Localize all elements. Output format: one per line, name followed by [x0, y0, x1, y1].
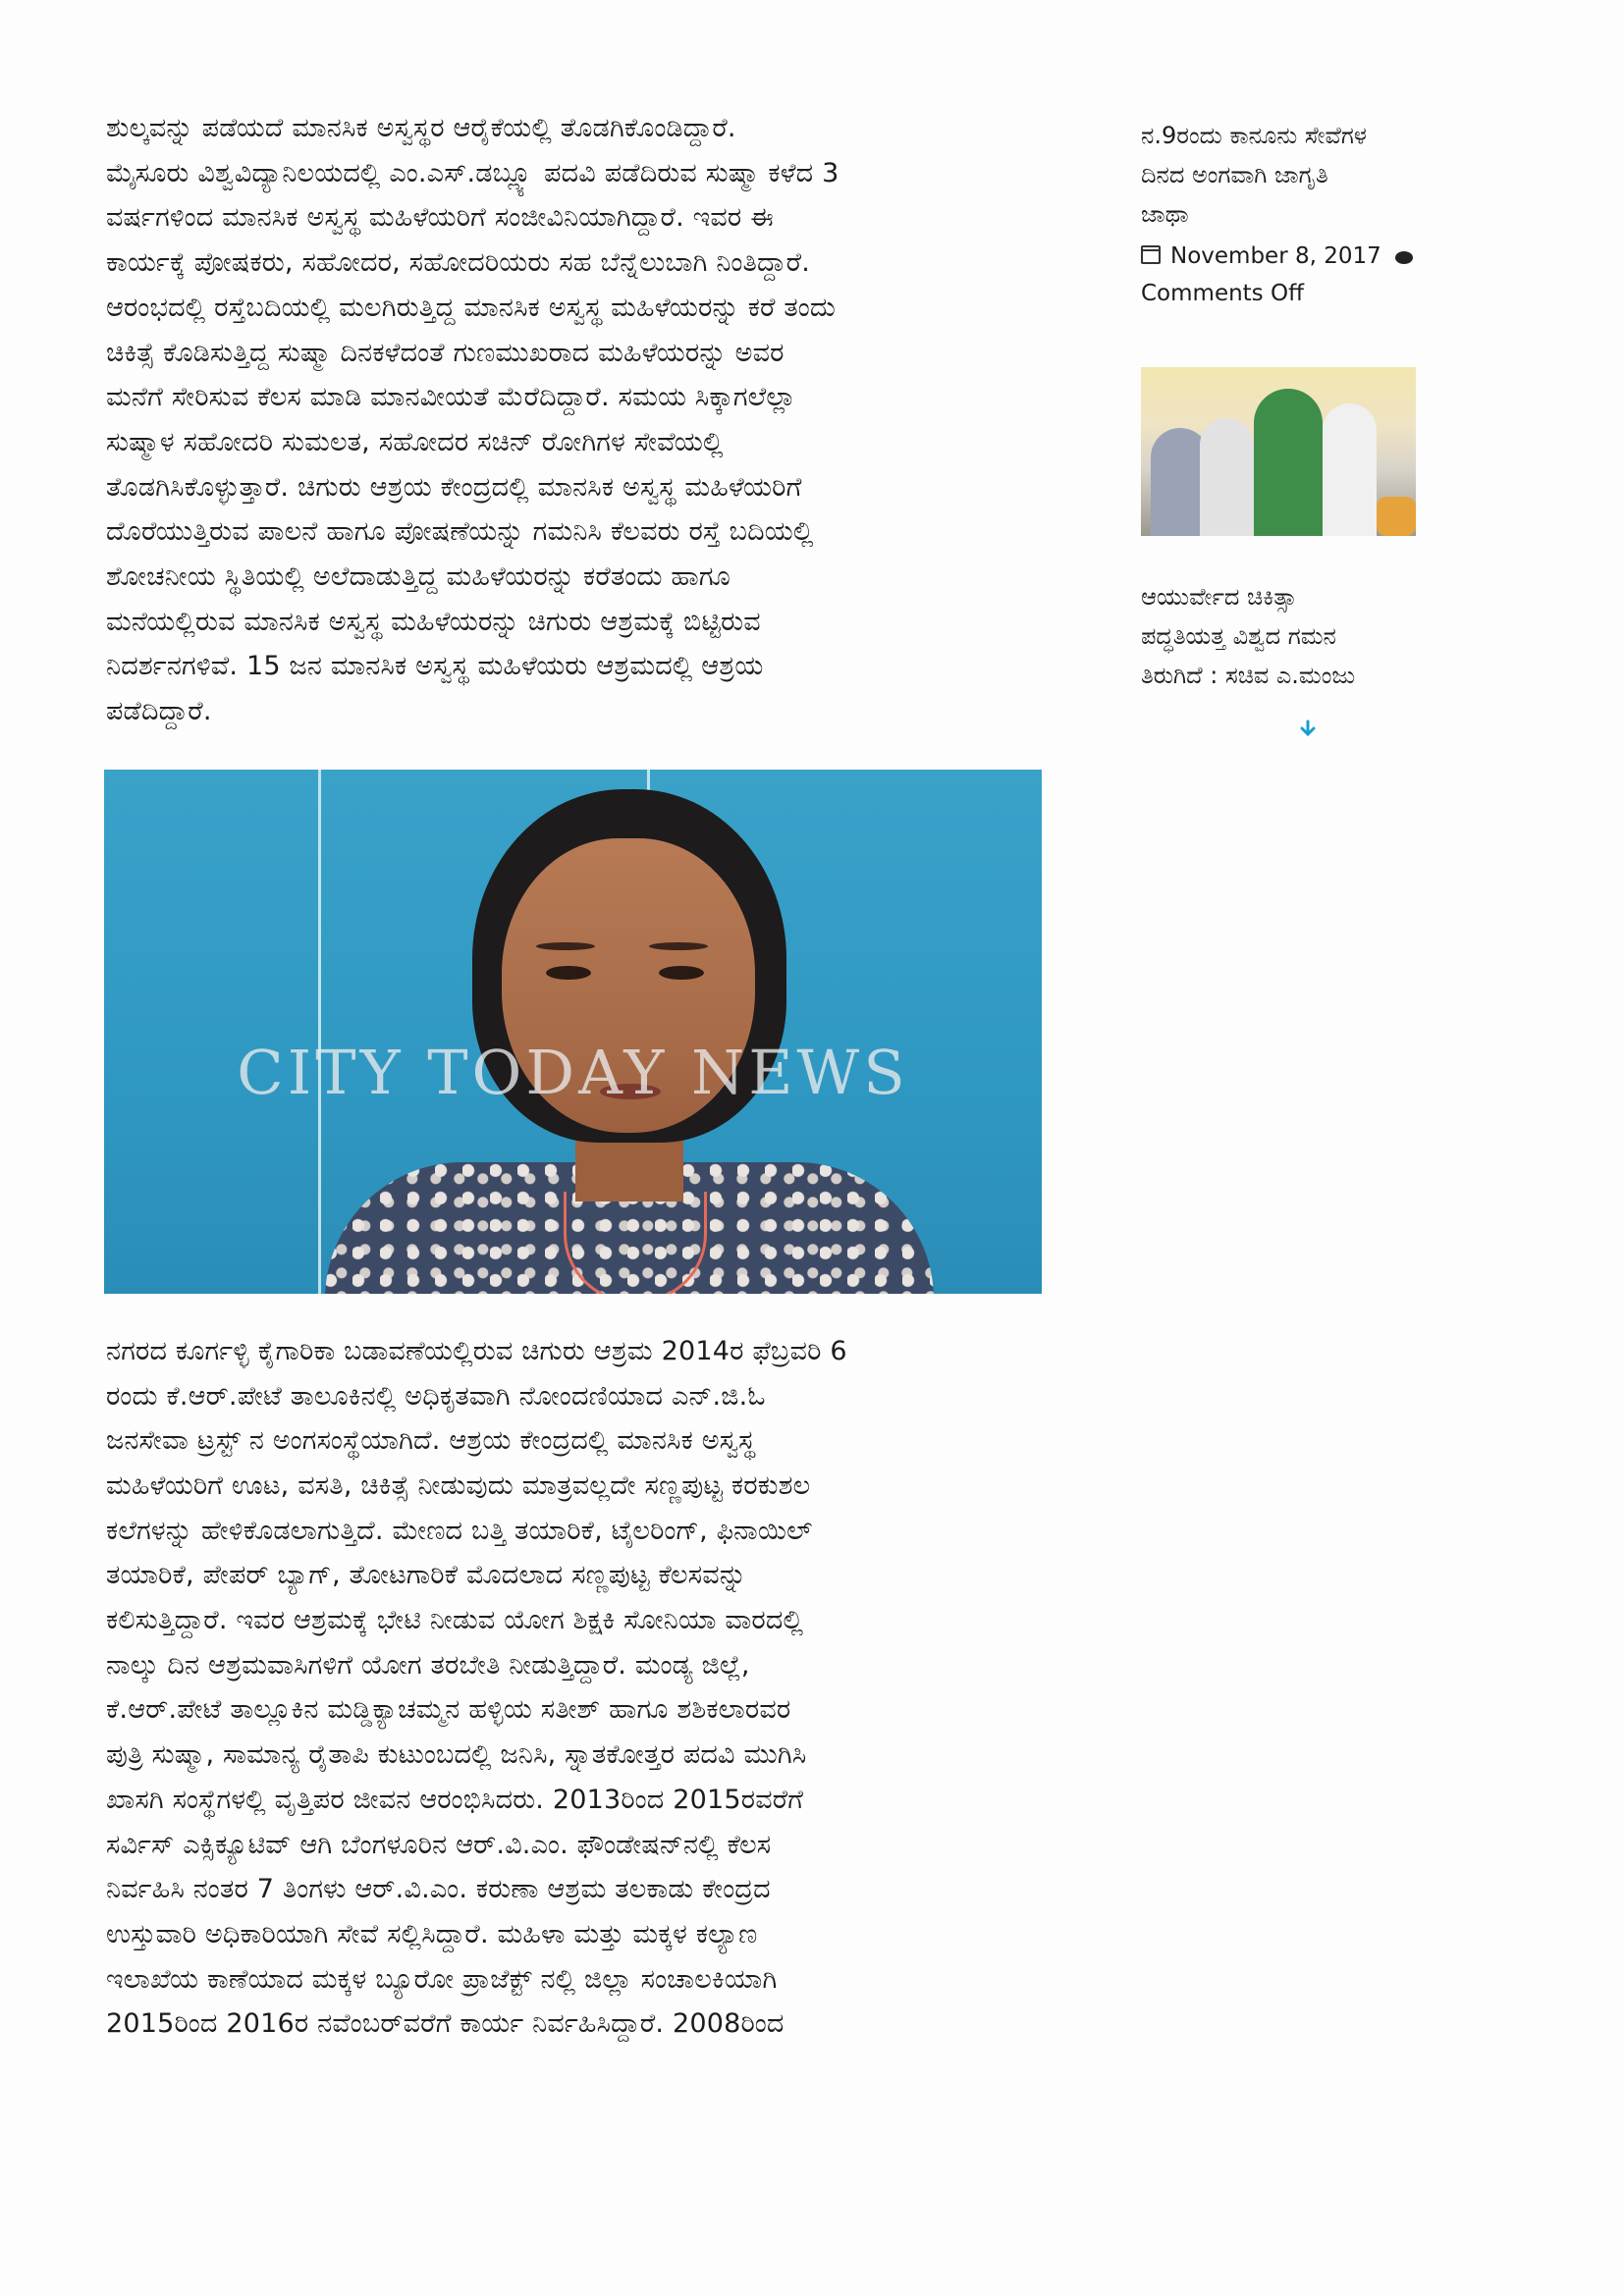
thumbnail-flowers	[1377, 497, 1416, 536]
arrow-down-icon[interactable]	[1298, 719, 1318, 738]
sidebar-related-posts	[1141, 116, 1465, 738]
photo-brow	[649, 942, 708, 950]
photo-eye	[546, 966, 591, 980]
photo-necklace	[564, 1192, 707, 1294]
photo-watermark: CITY TODAY NEWS	[237, 1036, 909, 1108]
related-post-title-2[interactable]: ಆಯುರ್ವೇದ ಚಿಕಿತ್ಸಾ ಪದ್ಧತಿಯತ್ತ ವಿಶ್ವದ ಗಮನ ತಿರುಗಿದೆ : ಸಚಿವ ಎ.ಮಂಜು	[1141, 583, 1356, 689]
thumbnail-person	[1323, 403, 1377, 536]
related-post-title-1[interactable]: ನ.9ರಂದು ಕಾನೂನು ಸೇವೆಗಳ ದಿನದ ಅಂಗವಾಗಿ ಜಾಗೃತಿ ಜಾಥಾ	[1141, 122, 1367, 228]
article-photo	[104, 770, 1042, 1294]
article-paragraph-1: ಶುಲ್ಕವನ್ನು ಪಡೆಯದೆ ಮಾನಸಿಕ ಅಸ್ವಸ್ಥರ ಆರೈಕೆಯಲ್ಲಿ ತೊಡಗಿಕೊಂಡಿದ್ದಾರೆ. ಮೈಸೂರು ವಿಶ್ವವಿದ್ಯಾನಿಲಯದಲ್ಲಿ ಎಂ.ಎಸ್.ಡಬ್ಲ್ಯೂ ಪದವಿ ಪಡೆದಿರುವ ಸುಷ್ಮಾ ಕಳೆದ 3 ವರ್ಷಗಳಿಂದ ಮಾನಸಿಕ ಅಸ್ವಸ್ಥ ಮಹಿಳೆಯರಿಗೆ ಸಂಜೀವಿನಿಯಾಗಿದ್ದಾರೆ. ಇವರ ಈ ಕಾರ್ಯಕ್ಕೆ ಪೋಷಕರು, ಸಹೋದರ, ಸಹೋದರಿಯರು ಸಹ ಬೆನ್ನೆಲುಬಾಗಿ ನಿಂತಿದ್ದಾರೆ. ಆರಂಭದಲ್ಲಿ ರಸ್ತೆಬದಿಯಲ್ಲಿ ಮಲಗಿರುತ್ತಿದ್ದ ಮಾನಸಿಕ ಅಸ್ವಸ್ಥ ಮಹಿಳೆಯರನ್ನು ಕರೆ ತಂದು ಚಿಕಿತ್ಸೆ ಕೊಡಿಸುತ್ತಿದ್ದ ಸುಷ್ಮಾ ದಿನಕಳೆದಂತೆ ಗುಣಮುಖರಾದ ಮಹಿಳೆಯರನ್ನು ಅವರ ಮನೆಗೆ ಸೇರಿಸುವ ಕೆಲಸ ಮಾಡಿ ಮಾನವೀಯತೆ ಮೆರೆದಿದ್ದಾರೆ. ಸಮಯ ಸಿಕ್ಕಾಗಲೆಲ್ಲಾ ಸುಷ್ಮಾಳ ಸಹೋದರಿ ಸುಮಲತ, ಸಹೋದರ ಸಚಿನ್ ರೋಗಿಗಳ ಸೇವೆಯಲ್ಲಿ ತೊಡಗಿಸಿಕೊಳ್ಳುತ್ತಾರೆ. ಚಿಗುರು ಆಶ್ರಯ ಕೇಂದ್ರದಲ್ಲಿ ಮಾನಸಿಕ ಅಸ್ವಸ್ಥ ಮಹಿಳೆಯರಿಗೆ ದೊರೆಯುತ್ತಿರುವ ಪಾಲನೆ ಹಾಗೂ ಪೋಷಣೆಯನ್ನು ಗಮನಿಸಿ ಕೆಲವರು ರಸ್ತೆ ಬದಿಯಲ್ಲಿ ಶೋಚನೀಯ ಸ್ಥಿತಿಯಲ್ಲಿ ಅಲೆದಾಡುತ್ತಿದ್ದ ಮಹಿಳೆಯರನ್ನು ಕರೆತಂದು ಹಾಗೂ ಮನೆಯಲ್ಲಿರುವ ಮಾನಸಿಕ ಅಸ್ವಸ್ಥ ಮಹಿಳೆಯರನ್ನು ಚಿಗುರು ಆಶ್ರಮಕ್ಕೆ ಬಿಟ್ಟಿರುವ ನಿದರ್ಶನಗಳಿವೆ. 15 ಜನ ಮಾನಸಿಕ ಅಸ್ವಸ್ಥ ಮಹಿಳೆಯರು ಆಶ್ರಮದಲ್ಲಿ ಆಶ್ರಯ ಪಡೆದಿದ್ದಾರೆ.	[106, 113, 839, 727]
comment-icon	[1395, 251, 1413, 264]
thumbnail-person	[1200, 418, 1254, 536]
photo-eye	[659, 966, 704, 980]
related-post-thumbnail[interactable]	[1141, 367, 1416, 536]
photo-brow	[536, 942, 595, 950]
post-date: November 8, 2017	[1170, 243, 1381, 269]
calendar-icon	[1141, 245, 1161, 264]
photo-panel-divider	[318, 770, 321, 1294]
article-paragraph-2: ನಗರದ ಕೂರ್ಗಳ್ಳಿ ಕೈಗಾರಿಕಾ ಬಡಾವಣೆಯಲ್ಲಿರುವ ಚಿಗುರು ಆಶ್ರಮ 2014ರ ಫೆಬ್ರವರಿ 6 ರಂದು ಕೆ.ಆರ್.ಪೇಟೆ ತಾಲೂಕಿನಲ್ಲಿ ಅಧಿಕೃತವಾಗಿ ನೋಂದಣಿಯಾದ ಎನ್.ಜಿ.ಓ ಜನಸೇವಾ ಟ್ರಸ್ಟ್ ನ ಅಂಗಸಂಸ್ಥೆಯಾಗಿದೆ. ಆಶ್ರಯ ಕೇಂದ್ರದಲ್ಲಿ ಮಾನಸಿಕ ಅಸ್ವಸ್ಥ ಮಹಿಳೆಯರಿಗೆ ಊಟ, ವಸತಿ, ಚಿಕಿತ್ಸೆ ನೀಡುವುದು ಮಾತ್ರವಲ್ಲದೇ ಸಣ್ಣಪುಟ್ಟ ಕರಕುಶಲ ಕಲೆಗಳನ್ನು ಹೇಳಿಕೊಡಲಾಗುತ್ತಿದೆ. ಮೇಣದ ಬತ್ತಿ ತಯಾರಿಕೆ, ಟೈಲರಿಂಗ್, ಫಿನಾಯಿಲ್ ತಯಾರಿಕೆ, ಪೇಪರ್ ಬ್ಯಾಗ್, ತೋಟಗಾರಿಕೆ ಮೊದಲಾದ ಸಣ್ಣಪುಟ್ಟ ಕೆಲಸವನ್ನು ಕಲಿಸುತ್ತಿದ್ದಾರೆ. ಇವರ ಆಶ್ರಮಕ್ಕೆ ಭೇಟಿ ನೀಡುವ ಯೋಗ ಶಿಕ್ಷಕಿ ಸೋನಿಯಾ ವಾರದಲ್ಲಿ ನಾಲ್ಕು ದಿನ ಆಶ್ರಮವಾಸಿಗಳಿಗೆ ಯೋಗ ತರಬೇತಿ ನೀಡುತ್ತಿದ್ದಾರೆ. ಮಂಡ್ಯ ಜಿಲ್ಲೆ, ಕೆ.ಆರ್.ಪೇಟೆ ತಾಲ್ಲೂಕಿನ ಮಡ್ಡಿಕ್ಯಾಚಮ್ಮನ ಹಳ್ಳಿಯ ಸತೀಶ್ ಹಾಗೂ ಶಶಿಕಲಾರವರ ಪುತ್ರಿ ಸುಷ್ಮಾ, ಸಾಮಾನ್ಯ ರೈತಾಪಿ ಕುಟುಂಬದಲ್ಲಿ ಜನಿಸಿ, ಸ್ನಾತಕೋತ್ತರ ಪದವಿ ಮುಗಿಸಿ ಖಾಸಗಿ ಸಂಸ್ಥೆಗಳಲ್ಲಿ ವೃತ್ತಿಪರ ಜೀವನ ಆರಂಭಿಸಿದರು. 2013ರಿಂದ 2015ರವರೆಗೆ ಸರ್ವಿಸ್ ಎಕ್ಸಿಕ್ಯೂಟಿವ್ ಆಗಿ ಬೆಂಗಳೂರಿನ ಆರ್.ವಿ.ಎಂ. ಫೌಂಡೇಷನ್‌ನಲ್ಲಿ ಕೆಲಸ ನಿರ್ವಹಿಸಿ ನಂತರ 7 ತಿಂಗಳು ಆರ್.ವಿ.ಎಂ. ಕರುಣಾ ಆಶ್ರಮ ತಲಕಾಡು ಕೇಂದ್ರದ ಉಸ್ತುವಾರಿ ಅಧಿಕಾರಿಯಾಗಿ ಸೇವೆ ಸಲ್ಲಿಸಿದ್ದಾರೆ. ಮಹಿಳಾ ಮತ್ತು ಮಕ್ಕಳ ಕಲ್ಯಾಣ ಇಲಾಖೆಯ ಕಾಣೆಯಾದ ಮಕ್ಕಳ ಬ್ಯೂರೋ ಪ್ರಾಜೆಕ್ಟ್ ನಲ್ಲಿ ಜಿಲ್ಲಾ ಸಂಚಾಲಕಿಯಾಗಿ 2015ರಿಂದ 2016ರ ನವೆಂಬರ್‌ವರೆಗೆ ಕಾರ್ಯ ನಿರ್ವಹಿಸಿದ್ದಾರೆ. 2008ರಿಂದ	[106, 1335, 847, 2040]
post-comments: Comments Off	[1141, 281, 1304, 306]
article-body	[106, 106, 1049, 2047]
post-meta	[1141, 238, 1465, 312]
thumbnail-person	[1254, 389, 1323, 536]
